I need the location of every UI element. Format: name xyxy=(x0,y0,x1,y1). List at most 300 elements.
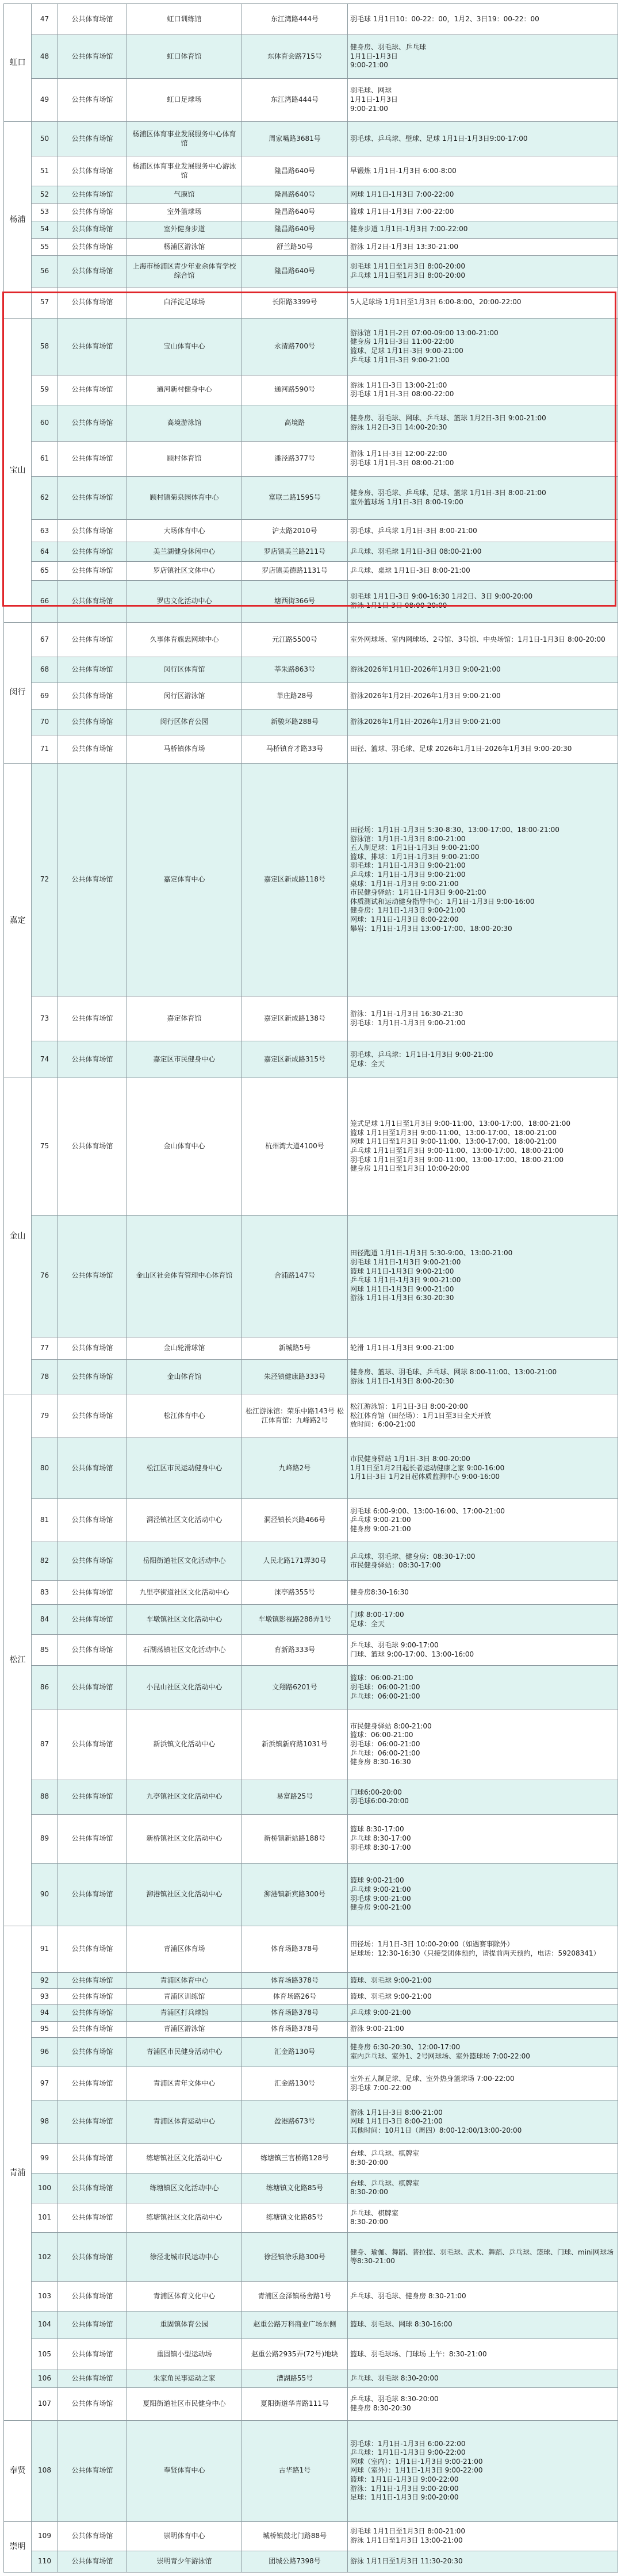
venue-type-cell: 公共体育场馆 xyxy=(58,442,127,476)
row-number-cell: 56 xyxy=(32,256,58,287)
venue-address-cell: 罗店镇美兰路211号 xyxy=(242,542,348,561)
table-row xyxy=(4,2144,618,2174)
row-number-cell: 85 xyxy=(32,1635,58,1666)
venue-name-cell: 青浦区体育文化中心 xyxy=(127,2282,242,2311)
venue-type-cell: 公共体育场馆 xyxy=(58,1973,127,1989)
venue-name-cell: 重固镇小型运动场 xyxy=(127,2339,242,2370)
row-number-cell: 77 xyxy=(32,1337,58,1359)
venue-type-cell: 公共体育场馆 xyxy=(58,1709,127,1780)
venue-address-cell: 人民北路171弄30号 xyxy=(242,1542,348,1581)
venue-name-cell: 青浦区体育中心 xyxy=(127,1973,242,1989)
row-number-cell: 49 xyxy=(32,78,58,121)
venue-name-cell: 石湖荡镇社区文化活动中心 xyxy=(127,1635,242,1666)
table-row xyxy=(4,156,618,186)
opening-info-cell: 游泳 1月1日-3日 8:00-21:00 网球 1月1日-3日 8:00-21:00 其他时间：10月1日（周四）8:00-12:00/13:00-20:00 xyxy=(348,2100,618,2144)
venue-name-cell: 朱家角民事运动之家 xyxy=(127,2370,242,2387)
opening-info-cell: 健身房、羽毛球、网球、乒乓球、篮球 1月2日-3日 9:00-21:00 游泳 1月2日-3日 14:00-20:30 xyxy=(348,405,618,442)
venue-type-cell: 公共体育场馆 xyxy=(58,1542,127,1581)
table-row xyxy=(4,2339,618,2370)
row-number-cell: 74 xyxy=(32,1041,58,1078)
venue-address-cell: 罗店镇美德路1131号 xyxy=(242,561,348,580)
table-row xyxy=(4,1215,618,1337)
venue-name-cell: 新浜镇文化活动中心 xyxy=(127,1709,242,1780)
opening-info-cell: 游泳馆 1月1日-2日 07:00-09:00 13:00-21:00 健身房 1月1日-3日 11:00-22:00 篮球、足球 1月1日-3日 9:00-21:00 乒乓球 1月1日-3日 9:00-21:00 xyxy=(348,318,618,375)
opening-info-cell: 田径场：1月1日-1月3日 5:30-8:30、13:00-17:00、18:00-21:00 游泳馆：1月1日-1月3日 8:00-21:00 五人制足球：1月1日-1月3日 9:00-21:00 篮球、排球：1月1日-1月3日 9:00-21:00 羽毛球：1月1日-1月3日 9:00-21:00 乒乓球：1月1日-1月3日 9:00-21:00 桌球：1月1日-1月3日 9:00-21:00 市民健身驿站：1月1日-1月3日 9:00-21:00 体质测试和运动健身指导中心：1月1日-1月3日 9:00-16:00 健身房：1月1日-1月3日 9:00-21:00 网球：1月1日-1月3日 8:00-22:00 攀岩：1月1日-1月3日 13:00-17:00、18:00-20:30 xyxy=(348,763,618,996)
table-row xyxy=(4,1635,618,1666)
venue-name-cell: 罗店镇社区文体中心 xyxy=(127,561,242,580)
table-row xyxy=(4,580,618,622)
row-number-cell: 92 xyxy=(32,1973,58,1989)
venue-name-cell: 奉贤体育中心 xyxy=(127,2421,242,2521)
venue-address-cell: 富联二路1595号 xyxy=(242,476,348,520)
row-number-cell: 70 xyxy=(32,709,58,735)
table-row xyxy=(4,2005,618,2021)
opening-info-cell: 游泳 1月1日-3日 13:00-21:00 羽毛球 1月1日-3日 08:00-22:00 xyxy=(348,375,618,405)
venue-address-cell: 洞泾镇长兴路466号 xyxy=(242,1498,348,1542)
row-number-cell: 90 xyxy=(32,1863,58,1926)
venue-address-cell: 长阳路3399号 xyxy=(242,287,348,318)
venue-name-cell: 重固镇体育公园 xyxy=(127,2311,242,2339)
venue-address-cell: 夏阳街道华青路111号 xyxy=(242,2387,348,2420)
opening-info-cell: 健身步道 1月1日-1月3日 7:00-22:00 xyxy=(348,221,618,238)
opening-info-cell: 篮球 9:00-21:00 乒乓球 9:00-21:00 羽毛球 9:00-21:00 健身房 9:00-21:00 xyxy=(348,1863,618,1926)
venue-type-cell: 公共体育场馆 xyxy=(58,1498,127,1542)
venue-address-cell: 东江湾路444号 xyxy=(242,78,348,121)
venue-type-cell: 公共体育场馆 xyxy=(58,1666,127,1709)
venue-name-cell: 嘉定体育中心 xyxy=(127,763,242,996)
venue-name-cell: 新桥镇社区文化活动中心 xyxy=(127,1815,242,1864)
venue-name-cell: 青浦区游泳馆 xyxy=(127,2021,242,2037)
venue-name-cell: 青浦区打兵球馆 xyxy=(127,2005,242,2021)
opening-info-cell: 乒乓球、羽毛球、健身房 8:30-21:00 xyxy=(348,2282,618,2311)
venue-type-cell: 公共体育场馆 xyxy=(58,318,127,375)
table-row xyxy=(4,35,618,78)
district-cell: 松江 xyxy=(4,1394,32,1926)
venue-address-cell: 青浦区金泽镇杨舍路1号 xyxy=(242,2282,348,2311)
opening-info-cell: 羽毛球、乒乓球、壁球、足球 1月1日-1月3日9:00-17:00 xyxy=(348,122,618,156)
table-row xyxy=(4,2100,618,2144)
venue-address-cell: 隆昌路640号 xyxy=(242,186,348,204)
table-row xyxy=(4,442,618,476)
venue-address-cell: 漕湖路55号 xyxy=(242,2370,348,2387)
venue-name-cell: 嘉定区市民健身中心 xyxy=(127,1041,242,1078)
venue-name-cell: 杨浦区体育事业发展服务中心体育馆 xyxy=(127,122,242,156)
row-number-cell: 55 xyxy=(32,238,58,255)
venue-name-cell: 闵行区游泳馆 xyxy=(127,683,242,709)
opening-info-cell: 乒乓球、棋牌室 8:30-20:00 xyxy=(348,2203,618,2233)
venue-address-cell: 高境路 xyxy=(242,405,348,442)
venue-name-cell: 闵行区体育公园 xyxy=(127,709,242,735)
opening-info-cell: 台球、乒乓球、棋牌室 8:30-20:00 xyxy=(348,2174,618,2203)
row-number-cell: 62 xyxy=(32,476,58,520)
row-number-cell: 99 xyxy=(32,2144,58,2174)
table-row xyxy=(4,2067,618,2100)
opening-info-cell: 游泳 9:00-21:00 xyxy=(348,2021,618,2037)
venue-address-cell: 育新路333号 xyxy=(242,1635,348,1666)
row-number-cell: 52 xyxy=(32,186,58,204)
venue-address-cell: 东江湾路444号 xyxy=(242,4,348,35)
opening-info-cell: 台球、乒乓球、棋牌室 8:30-20:00 xyxy=(348,2144,618,2174)
venue-table xyxy=(3,3,618,2573)
table-row xyxy=(4,1337,618,1359)
row-number-cell: 59 xyxy=(32,375,58,405)
table-row xyxy=(4,520,618,542)
venue-name-cell: 金山区社会体育管理中心体育馆 xyxy=(127,1215,242,1337)
venue-type-cell: 公共体育场馆 xyxy=(58,622,127,657)
venue-type-cell: 公共体育场馆 xyxy=(58,1394,127,1438)
venue-type-cell: 公共体育场馆 xyxy=(58,405,127,442)
venue-type-cell: 公共体育场馆 xyxy=(58,542,127,561)
table-row xyxy=(4,2233,618,2282)
venue-name-cell: 徐泾北城市民运动中心 xyxy=(127,2233,242,2282)
opening-info-cell: 松江游泳馆：1月1日-3日 8:00-20:00 松江体育馆（田径场）：1月1日至3日全天开放 放时间：6:00-21:00 xyxy=(348,1394,618,1438)
venue-type-cell: 公共体育场馆 xyxy=(58,763,127,996)
row-number-cell: 107 xyxy=(32,2387,58,2420)
venue-address-cell: 古华路1号 xyxy=(242,2421,348,2521)
table-row xyxy=(4,1394,618,1438)
opening-info-cell: 羽毛球 1月1日至1月3日 8:00-20:00 乒乓球 1月1日至1月3日 8:00-20:00 xyxy=(348,256,618,287)
venue-address-cell: 练塘镇文化路85号 xyxy=(242,2203,348,2233)
venue-address-cell: 松江游泳馆：荣乐中路143号 松江体育馆：九峰路2号 xyxy=(242,1394,348,1438)
row-number-cell: 68 xyxy=(32,657,58,683)
venue-name-cell: 虹口体育馆 xyxy=(127,35,242,78)
row-number-cell: 64 xyxy=(32,542,58,561)
venue-type-cell: 公共体育场馆 xyxy=(58,122,127,156)
venue-address-cell: 周家嘴路3681号 xyxy=(242,122,348,156)
venue-type-cell: 公共体育场馆 xyxy=(58,1041,127,1078)
venue-address-cell: 永清路700号 xyxy=(242,318,348,375)
venue-name-cell: 夏阳街道社区市民健身中心 xyxy=(127,2387,242,2420)
row-number-cell: 110 xyxy=(32,2551,58,2573)
district-cell: 虹口 xyxy=(4,4,32,122)
row-number-cell: 75 xyxy=(32,1078,58,1215)
opening-info-cell: 羽毛球、乒乓球：1月1日-1月3日 9:00-21:00 足球：全天 xyxy=(348,1041,618,1078)
table-row xyxy=(4,122,618,156)
row-number-cell: 53 xyxy=(32,204,58,221)
venue-type-cell: 公共体育场馆 xyxy=(58,287,127,318)
venue-name-cell: 杨浦区体育事业发展服务中心游泳馆 xyxy=(127,156,242,186)
table-row xyxy=(4,996,618,1041)
venue-address-cell: 朱泾镇健康路333号 xyxy=(242,1359,348,1394)
opening-info-cell: 健身房、篮球、羽毛球、乒乓球、网球 8:00-11:00、13:00-21:00 游泳 1月1日-1月3日 8:00-20:30 xyxy=(348,1359,618,1394)
venue-name-cell: 青浦区青年文体中心 xyxy=(127,2067,242,2100)
venue-address-cell: 新浜镇新府路1031号 xyxy=(242,1709,348,1780)
venue-address-cell: 隆昌路640号 xyxy=(242,156,348,186)
venue-name-cell: 久事体育旗忠网球中心 xyxy=(127,622,242,657)
venue-name-cell: 马桥镇体育场 xyxy=(127,735,242,763)
venue-type-cell: 公共体育场馆 xyxy=(58,78,127,121)
row-number-cell: 84 xyxy=(32,1605,58,1635)
venue-name-cell: 青浦区训练馆 xyxy=(127,1989,242,2005)
table-row xyxy=(4,4,618,35)
venue-type-cell: 公共体育场馆 xyxy=(58,520,127,542)
opening-info-cell: 健身、瑜伽、舞蹈、普拉提、羽毛球、武术、舞蹈、乒乓球、篮球、门球、mini网球场等8:30-21:00 xyxy=(348,2233,618,2282)
table-row xyxy=(4,1041,618,1078)
row-number-cell: 50 xyxy=(32,122,58,156)
table-row xyxy=(4,1359,618,1394)
venue-address-cell: 塘西街366号 xyxy=(242,580,348,622)
venue-type-cell: 公共体育场馆 xyxy=(58,2144,127,2174)
venue-type-cell: 公共体育场馆 xyxy=(58,2282,127,2311)
venue-name-cell: 练塘镇社区文化活动中心 xyxy=(127,2144,242,2174)
row-number-cell: 73 xyxy=(32,996,58,1041)
venue-address-cell: 马桥镇育才路33号 xyxy=(242,735,348,763)
opening-info-cell: 篮球：06:00-21:00 羽毛球：06:00-21:00 乒乓球：06:00-21:00 xyxy=(348,1666,618,1709)
row-number-cell: 58 xyxy=(32,318,58,375)
venue-address-cell: 体育场路378号 xyxy=(242,2005,348,2021)
venue-type-cell: 公共体育场馆 xyxy=(58,2339,127,2370)
venue-address-cell: 沪太路2010号 xyxy=(242,520,348,542)
row-number-cell: 47 xyxy=(32,4,58,35)
table-row xyxy=(4,2311,618,2339)
table-row xyxy=(4,2021,618,2037)
table-row xyxy=(4,1605,618,1635)
venue-type-cell: 公共体育场馆 xyxy=(58,996,127,1041)
venue-name-cell: 崇明体育中心 xyxy=(127,2521,242,2551)
venue-address-cell: 九峰路2号 xyxy=(242,1438,348,1499)
opening-info-cell: 羽毛球：1月1日-1月3日 6:00-22:00 乒乓球：1月1日-1月3日 9:00-22:00 网球（室内）：1月1日-1月3日 9:00-21:00 网球（室外）：1月1日-1月3日 9:00-22:00 篮球：1月1日-1月3日 9:00-22:00 游泳：1月1日-1月3日 9:00-20:00 足球：1月1日-1月3日 9:00-20:00 xyxy=(348,2421,618,2521)
venue-type-cell: 公共体育场馆 xyxy=(58,1780,127,1814)
district-cell: 闵行 xyxy=(4,622,32,763)
row-number-cell: 48 xyxy=(32,35,58,78)
opening-info-cell: 健身房、羽毛球、乒乓球 1月1日-1月3日 9:00-21:00 xyxy=(348,35,618,78)
row-number-cell: 104 xyxy=(32,2311,58,2339)
venue-address-cell: 合浦路147号 xyxy=(242,1215,348,1337)
opening-info-cell: 羽毛球 1月1日-3日 9:00-16:30 1月2日、3日 9:00-20:00 游泳 1月1日-3日 08:00-20:00 xyxy=(348,580,618,622)
opening-info-cell: 羽毛球 1月1日10：00-22：00，1月2、3日19：00-22：00 xyxy=(348,4,618,35)
opening-info-cell: 篮球 1月1日-1月3日 7:00-22:00 xyxy=(348,204,618,221)
opening-info-cell: 羽毛球、网球 1月1日-1月3日 9:00-21:00 xyxy=(348,78,618,121)
opening-info-cell: 市民健身驿站 8:00-21:00 篮球：06:00-21:00 羽毛球：06:00-21:00 乒乓球：06:00-21:00 健身房 8:30-16:30 xyxy=(348,1709,618,1780)
row-number-cell: 83 xyxy=(32,1581,58,1605)
venue-address-cell: 嘉定区新成路118号 xyxy=(242,763,348,996)
venue-name-cell: 上海市杨浦区青少年业余体育学校综合馆 xyxy=(127,256,242,287)
district-cell: 崇明 xyxy=(4,2521,32,2573)
opening-info-cell: 游泳2026年1月1日-2026年1月3日 9:00-21:00 xyxy=(348,657,618,683)
opening-info-cell: 网球 1月1日-1月3日 7:00-22:00 xyxy=(348,186,618,204)
table-row xyxy=(4,2370,618,2387)
table-row xyxy=(4,204,618,221)
opening-info-cell: 乒乓球、桌球 1月1日-3日 8:00-21:00 xyxy=(348,561,618,580)
venue-address-cell: 徐泾镇徐乐路300号 xyxy=(242,2233,348,2282)
opening-info-cell: 羽毛球、乒乓球 1月1日-3日 8:00-21:00 xyxy=(348,520,618,542)
row-number-cell: 76 xyxy=(32,1215,58,1337)
venue-address-cell: 易富路25号 xyxy=(242,1780,348,1814)
venue-name-cell: 宝山体育中心 xyxy=(127,318,242,375)
venue-name-cell: 青浦区体育运动中心 xyxy=(127,2100,242,2144)
venue-name-cell: 闵行区体育馆 xyxy=(127,657,242,683)
table-row xyxy=(4,1989,618,2005)
venue-type-cell: 公共体育场馆 xyxy=(58,35,127,78)
venue-address-cell: 汇金路130号 xyxy=(242,2067,348,2100)
venue-address-cell: 赵重公路万科商业广场东侧 xyxy=(242,2311,348,2339)
venue-type-cell: 公共体育场馆 xyxy=(58,2174,127,2203)
venue-type-cell: 公共体育场馆 xyxy=(58,2370,127,2387)
opening-info-cell: 游泳2026年1月2日-2026年1月3日 9:00-21:00 xyxy=(348,683,618,709)
table-row xyxy=(4,1863,618,1926)
opening-info-cell: 乒乓球、羽毛球 9:00-17:00 门球、篮球 9:00-17:00、13:00-16:00 xyxy=(348,1635,618,1666)
venue-type-cell: 公共体育场馆 xyxy=(58,1215,127,1337)
district-cell: 奉贤 xyxy=(4,2421,32,2521)
opening-info-cell: 篮球、羽毛球场、门球场 上午：8:30-21:00 xyxy=(348,2339,618,2370)
venue-name-cell: 金山体育馆 xyxy=(127,1359,242,1394)
opening-info-cell: 乒乓球 9:00-21:00 xyxy=(348,2005,618,2021)
row-number-cell: 101 xyxy=(32,2203,58,2233)
venue-address-cell: 嘉定区新成路315号 xyxy=(242,1041,348,1078)
venue-address-cell: 隆昌路640号 xyxy=(242,221,348,238)
district-cell: 杨浦 xyxy=(4,122,32,319)
opening-info-cell: 田径、篮球、羽毛球、足球 2026年1月1日-2026年1月3日 9:00-20:30 xyxy=(348,735,618,763)
venue-address-cell: 文翔路6201号 xyxy=(242,1666,348,1709)
venue-address-cell: 莘庄路28号 xyxy=(242,683,348,709)
venue-address-cell: 团城公路7398号 xyxy=(242,2551,348,2573)
venue-type-cell: 公共体育场馆 xyxy=(58,186,127,204)
opening-info-cell: 健身房 6:30-20:30、12:00-17:00 室内乒乓球、室外1、2号网球场、室外篮球场 7:00-22:00 xyxy=(348,2037,618,2067)
opening-info-cell: 篮球 8:30-17:00 乒乓球 8:30-17:00 羽毛球 8:30-17:00 xyxy=(348,1815,618,1864)
venue-address-cell: 东体育会路715号 xyxy=(242,35,348,78)
venue-type-cell: 公共体育场馆 xyxy=(58,1438,127,1499)
table-row xyxy=(4,256,618,287)
district-cell: 青浦 xyxy=(4,1926,32,2421)
venue-address-cell: 新桥镇新站路188号 xyxy=(242,1815,348,1864)
opening-info-cell: 田径场：1月1日-3日 10:00-20:00（如遇赛事除外） 足球场：12:30-16:30（只接受团体预约，请提前两天预约，电话：59208341） xyxy=(348,1926,618,1973)
venue-type-cell: 公共体育场馆 xyxy=(58,238,127,255)
table-row xyxy=(4,1666,618,1709)
venue-name-cell: 青浦区体育场 xyxy=(127,1926,242,1973)
opening-info-cell: 羽毛球 1月1日至1月3日 8:00-21:00 游泳 1月1日至1月3日 13:00-21:00 xyxy=(348,2521,618,2551)
table-row xyxy=(4,657,618,683)
venue-name-cell: 高境游泳馆 xyxy=(127,405,242,442)
venue-name-cell: 泖港镇社区文化活动中心 xyxy=(127,1863,242,1926)
row-number-cell: 109 xyxy=(32,2521,58,2551)
venue-type-cell: 公共体育场馆 xyxy=(58,375,127,405)
table-row xyxy=(4,561,618,580)
venue-type-cell: 公共体育场馆 xyxy=(58,156,127,186)
venue-address-cell: 体育场路26号 xyxy=(242,1989,348,2005)
venue-address-cell: 练塘镇文化路85号 xyxy=(242,2174,348,2203)
venue-address-cell: 通河路590号 xyxy=(242,375,348,405)
table-row xyxy=(4,709,618,735)
venue-name-cell: 嘉定体育馆 xyxy=(127,996,242,1041)
venue-type-cell: 公共体育场馆 xyxy=(58,1926,127,1973)
venue-name-cell: 大场体育中心 xyxy=(127,520,242,542)
venue-address-cell: 隆昌路640号 xyxy=(242,256,348,287)
table-row xyxy=(4,1498,618,1542)
row-number-cell: 78 xyxy=(32,1359,58,1394)
row-number-cell: 93 xyxy=(32,1989,58,2005)
venue-type-cell: 公共体育场馆 xyxy=(58,2551,127,2573)
table-row xyxy=(4,375,618,405)
row-number-cell: 80 xyxy=(32,1438,58,1499)
venue-type-cell: 公共体育场馆 xyxy=(58,2100,127,2144)
district-cell: 金山 xyxy=(4,1078,32,1394)
venue-name-cell: 松江体育中心 xyxy=(127,1394,242,1438)
row-number-cell: 67 xyxy=(32,622,58,657)
opening-info-cell: 市民健身驿站 1月1日-3日 8:00-20:00 1月1日至1月2日起长者运动健康之家 9:00-16:00 1月1日-3日 1月2日起体质监测中心 9:00-16:00 xyxy=(348,1438,618,1499)
row-number-cell: 69 xyxy=(32,683,58,709)
row-number-cell: 66 xyxy=(32,580,58,622)
venue-name-cell: 金山轮滑球馆 xyxy=(127,1337,242,1359)
table-row xyxy=(4,735,618,763)
venue-name-cell: 崇明青少年游泳馆 xyxy=(127,2551,242,2573)
table-row xyxy=(4,1078,618,1215)
row-number-cell: 86 xyxy=(32,1666,58,1709)
venue-address-cell: 体育场路378号 xyxy=(242,2021,348,2037)
venue-name-cell: 顾村体育馆 xyxy=(127,442,242,476)
table-row xyxy=(4,683,618,709)
opening-info-cell: 游泳2026年1月1日-2026年1月3日 9:00-21:00 xyxy=(348,709,618,735)
row-number-cell: 94 xyxy=(32,2005,58,2021)
venue-address-cell: 元江路5500号 xyxy=(242,622,348,657)
row-number-cell: 102 xyxy=(32,2233,58,2282)
venue-name-cell: 岳阳街道社区文化活动中心 xyxy=(127,1542,242,1581)
row-number-cell: 79 xyxy=(32,1394,58,1438)
venue-name-cell: 虹口足球场 xyxy=(127,78,242,121)
venue-address-cell: 练塘镇三官桥路128号 xyxy=(242,2144,348,2174)
venue-type-cell: 公共体育场馆 xyxy=(58,1989,127,2005)
venue-table-body xyxy=(4,4,618,2573)
venue-name-cell: 金山体育中心 xyxy=(127,1078,242,1215)
venue-type-cell: 公共体育场馆 xyxy=(58,1605,127,1635)
venue-name-cell: 美兰湖健身休闲中心 xyxy=(127,542,242,561)
venue-type-cell: 公共体育场馆 xyxy=(58,561,127,580)
row-number-cell: 106 xyxy=(32,2370,58,2387)
venue-type-cell: 公共体育场馆 xyxy=(58,2021,127,2037)
row-number-cell: 95 xyxy=(32,2021,58,2037)
venue-address-cell: 赵重公路2935弄(72号)地块 xyxy=(242,2339,348,2370)
table-row xyxy=(4,1581,618,1605)
table-row xyxy=(4,238,618,255)
venue-name-cell: 气膜馆 xyxy=(127,186,242,204)
venue-type-cell: 公共体育场馆 xyxy=(58,2521,127,2551)
venue-type-cell: 公共体育场馆 xyxy=(58,657,127,683)
opening-info-cell: 乒乓球、羽毛球 1月1日-3日 08:00-21:00 xyxy=(348,542,618,561)
venue-type-cell: 公共体育场馆 xyxy=(58,580,127,622)
venue-name-cell: 松江区市民运动健身中心 xyxy=(127,1438,242,1499)
venue-type-cell: 公共体育场馆 xyxy=(58,1863,127,1926)
venue-address-cell: 城桥镇鼓北门路88号 xyxy=(242,2521,348,2551)
opening-info-cell: 室外五人制足球、足球、室外热身篮球场 7:00-22:00 羽毛球 7:00-22:00 xyxy=(348,2067,618,2100)
venue-name-cell: 通河新村健身中心 xyxy=(127,375,242,405)
venue-address-cell: 泖港镇新宾路300号 xyxy=(242,1863,348,1926)
table-row xyxy=(4,2521,618,2551)
row-number-cell: 72 xyxy=(32,763,58,996)
venue-type-cell: 公共体育场馆 xyxy=(58,2311,127,2339)
table-row xyxy=(4,1709,618,1780)
row-number-cell: 57 xyxy=(32,287,58,318)
venue-type-cell: 公共体育场馆 xyxy=(58,2387,127,2420)
venue-type-cell: 公共体育场馆 xyxy=(58,2421,127,2521)
table-row xyxy=(4,1926,618,1973)
opening-info-cell: 乒乓球、羽毛球、健身房：08:30-17:00 市民健身驿站：08:30-17:00 xyxy=(348,1542,618,1581)
row-number-cell: 105 xyxy=(32,2339,58,2370)
opening-info-cell: 健身房8:30-16:30 xyxy=(348,1581,618,1605)
venue-type-cell: 公共体育场馆 xyxy=(58,1078,127,1215)
opening-info-cell: 室外网球场、室内网球场、2号馆、3号馆、中央场馆：1月1日-1月3日 8:00-20:00 xyxy=(348,622,618,657)
table-row xyxy=(4,2037,618,2067)
table-row xyxy=(4,221,618,238)
opening-info-cell: 早锻炼 1月1日-1月3日 6:00-8:00 xyxy=(348,156,618,186)
table-row xyxy=(4,2387,618,2420)
table-row xyxy=(4,2421,618,2521)
venue-address-cell: 嘉定区新成路138号 xyxy=(242,996,348,1041)
row-number-cell: 65 xyxy=(32,561,58,580)
venue-address-cell: 车墩镇影视路288弄1号 xyxy=(242,1605,348,1635)
row-number-cell: 89 xyxy=(32,1815,58,1864)
row-number-cell: 103 xyxy=(32,2282,58,2311)
row-number-cell: 63 xyxy=(32,520,58,542)
venue-type-cell: 公共体育场馆 xyxy=(58,2233,127,2282)
